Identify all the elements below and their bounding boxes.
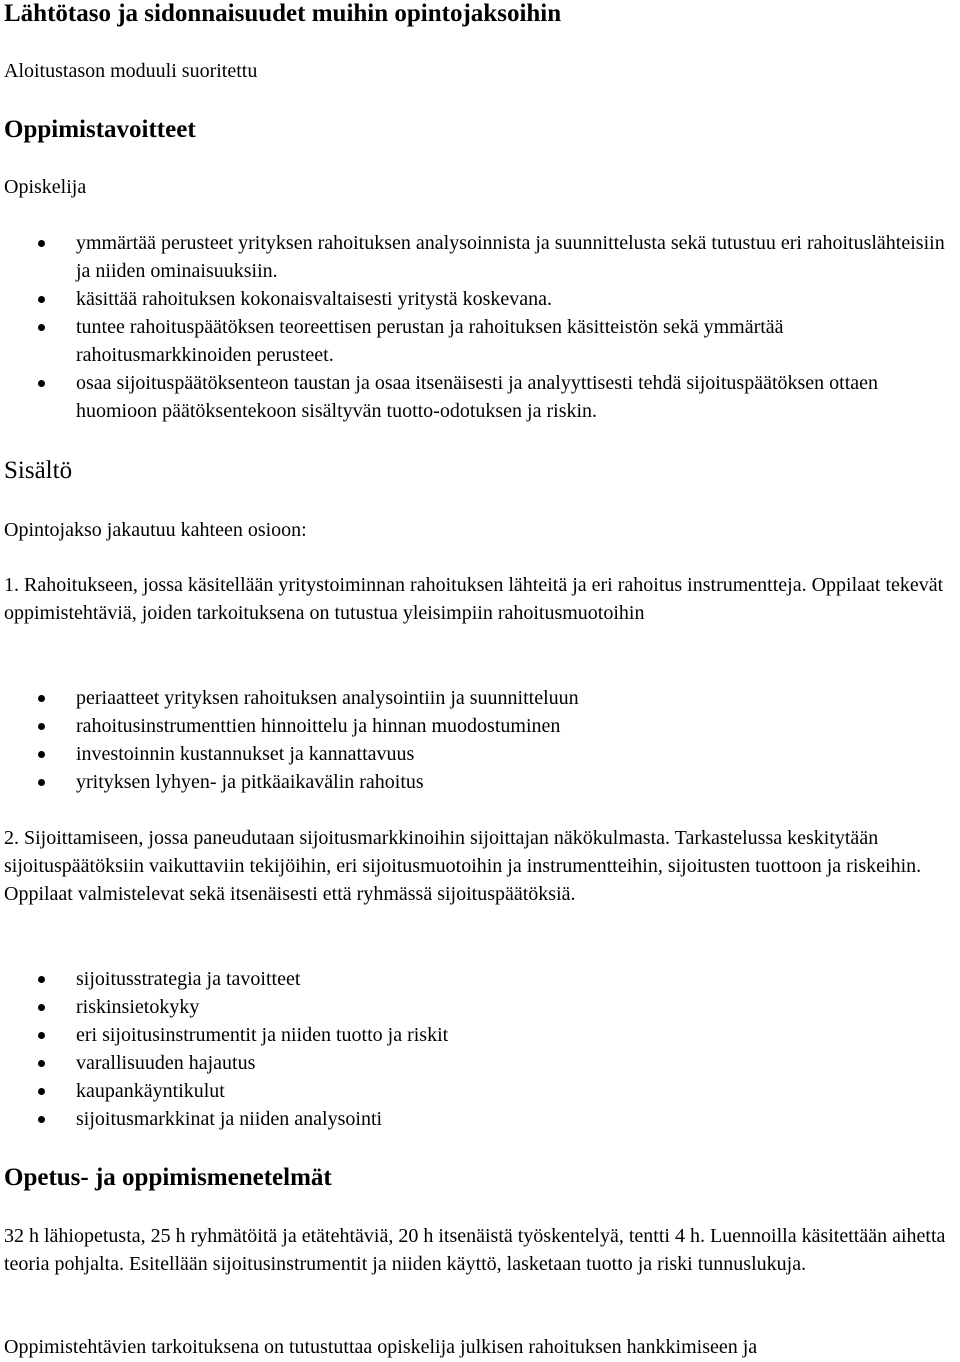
list-item: ymmärtää perusteet yrityksen rahoituksen analysoinnista ja suunnittelusta sekä tutustuu eri rahoituslähteisiin ja niiden ominaisuuksiin. [4,229,956,285]
list-item: tuntee rahoituspäätöksen teoreettisen perustan ja rahoituksen käsitteistön sekä ymmärtää rahoitusmarkkinoiden perusteet. [4,313,956,369]
methods-heading: Opetus- ja oppimismenetelmät [4,1164,332,1191]
objectives-heading: Oppimistavoitteet [4,116,196,143]
bullet-icon [38,1116,45,1123]
list-item: periaatteet yrityksen rahoituksen analysointiin ja suunnitteluun [4,684,956,712]
list-item: osaa sijoituspäätöksenteon taustan ja osaa itsenäisesti ja analyyttisesti tehdä sijoituspäätöksen ottaen huomioon päätöksentekoon sisältyvän tuotto-odotuksen ja riskin. [4,369,956,425]
list-item: sijoitusstrategia ja tavoitteet [4,965,956,993]
content-part2-list [4,965,956,1133]
bullet-icon [38,1004,45,1011]
bullet-icon [38,324,45,331]
bullet-icon [38,380,45,387]
list-item: investoinnin kustannukset ja kannattavuus [4,740,956,768]
list-item: rahoitusinstrumenttien hinnoittelu ja hinnan muodostuminen [4,712,956,740]
methods-paragraph-2: Oppimistehtävien tarkoituksena on tutustuttaa opiskelija julkisen rahoituksen hankkimiseen ja [4,1336,758,1358]
objectives-intro: Opiskelija [4,176,87,198]
bullet-icon [38,976,45,983]
objectives-list [4,229,956,425]
bullet-icon [38,296,45,303]
content-part1-list [4,684,956,796]
bullet-icon [38,240,45,247]
content-intro: Opintojakso jakautuu kahteen osioon: [4,519,307,541]
list-item: riskinsietokyky [4,993,956,1021]
list-item: käsittää rahoituksen kokonaisvaltaisesti yritystä koskevana. [4,285,956,313]
prerequisites-text: Aloitustason moduuli suoritettu [4,60,258,82]
methods-paragraph-1: 32 h lähiopetusta, 25 h ryhmätöitä ja etätehtäviä, 20 h itsenäistä työskentelyä, tentti 4 h. Luennoilla käsitettään aihetta teoria pohjalta. Esitellään sijoitusinstrumentit ja niiden käyttö, lasketaan tuotto ja riski tunnuslukuja. [4,1225,946,1275]
list-item: varallisuuden hajautus [4,1049,956,1077]
list-item: kaupankäyntikulut [4,1077,956,1105]
list-item: sijoitusmarkkinat ja niiden analysointi [4,1105,956,1133]
bullet-icon [38,779,45,786]
bullet-icon [38,1032,45,1039]
content-part1-text: 1. Rahoitukseen, jossa käsitellään yritystoiminnan rahoituksen lähteitä ja eri rahoitus instrumentteja. Oppilaat tekevät oppimistehtäviä, joiden tarkoituksena on tutustua yleisimpiin rahoitusmuotoihin [4,574,944,624]
bullet-icon [38,751,45,758]
bullet-icon [38,1060,45,1067]
bullet-icon [38,1088,45,1095]
list-item: yrityksen lyhyen- ja pitkäaikavälin rahoitus [4,768,956,796]
content-heading: Sisältö [4,457,73,484]
bullet-icon [38,695,45,702]
list-item: eri sijoitusinstrumentit ja niiden tuotto ja riskit [4,1021,956,1049]
prerequisites-heading: Lähtötaso ja sidonnaisuudet muihin opintojaksoihin [4,0,562,27]
content-part2-text: 2. Sijoittamiseen, jossa paneudutaan sijoitusmarkkinoihin sijoittajan näkökulmasta. Tarkastelussa keskitytään sijoituspäätöksiin vaikuttaviin tekijöihin, eri sijoitusmuotoihin ja instrumentteihin, sijoitusten tuottoon ja riskeihin. Oppilaat valmistelevat sekä itsenäisesti että ryhmässä sijoituspäätöksiä. [4,827,922,905]
bullet-icon [38,723,45,730]
